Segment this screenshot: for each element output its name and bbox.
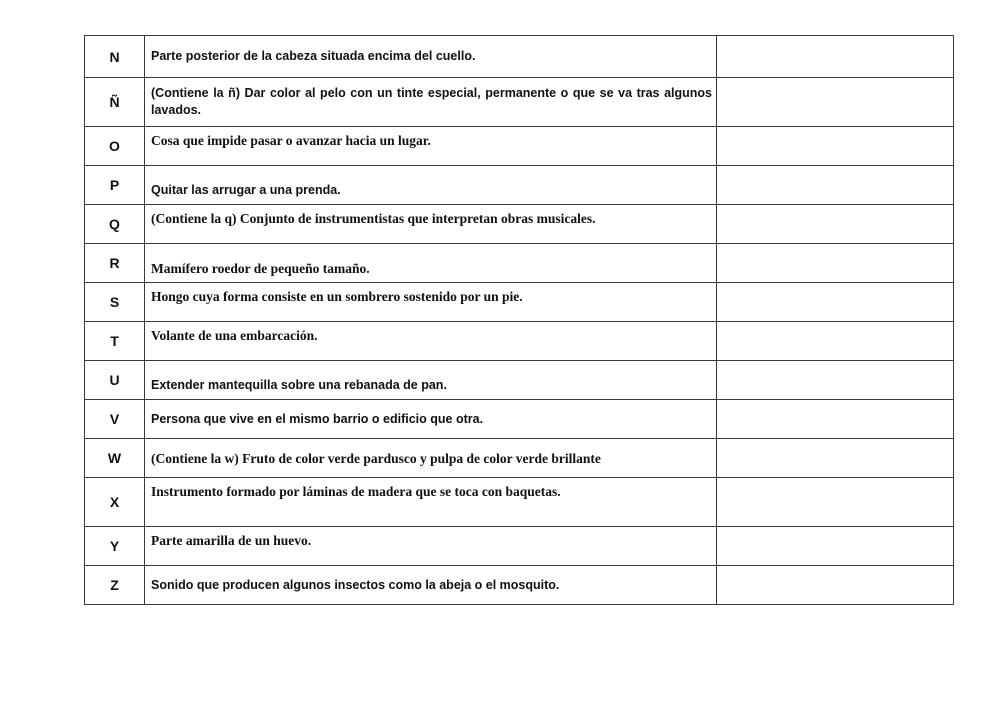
answer-cell[interactable]: [717, 478, 954, 527]
answer-input[interactable]: [717, 294, 953, 311]
table-row: [85, 527, 954, 566]
answer-cell[interactable]: [717, 127, 954, 166]
answer-cell[interactable]: [717, 439, 954, 478]
answer-cell[interactable]: [717, 322, 954, 361]
definitions-table: [84, 35, 954, 605]
table-row: [85, 244, 954, 283]
letter-cell: R: [85, 244, 145, 283]
definition-cell: Volante de una embarcación.: [145, 322, 717, 361]
answer-input[interactable]: [717, 255, 953, 272]
table-row: [85, 361, 954, 400]
letter-cell: Q: [85, 205, 145, 244]
answer-input[interactable]: [717, 494, 953, 511]
answer-input[interactable]: [717, 177, 953, 194]
letter-cell: Y: [85, 527, 145, 566]
letter-cell: T: [85, 322, 145, 361]
answer-cell[interactable]: [717, 527, 954, 566]
answer-cell[interactable]: [717, 361, 954, 400]
definition-cell: Mamífero roedor de pequeño tamaño.: [145, 244, 717, 283]
answer-input[interactable]: [717, 538, 953, 555]
definition-cell: Parte posterior de la cabeza situada encima del cuello.: [145, 36, 717, 78]
table-row: [85, 166, 954, 205]
table-row: [85, 400, 954, 439]
answer-cell[interactable]: [717, 400, 954, 439]
letter-cell: U: [85, 361, 145, 400]
letter-cell: X: [85, 478, 145, 527]
answer-cell[interactable]: [717, 283, 954, 322]
definition-cell: Hongo cuya forma consiste en un sombrero sostenido por un pie.: [145, 283, 717, 322]
table-row: [85, 36, 954, 78]
definition-cell: (Contiene la ñ) Dar color al pelo con un tinte especial, permanente o que se va tras algunos lavados.: [145, 78, 717, 127]
answer-input[interactable]: [717, 450, 953, 467]
letter-cell: Z: [85, 566, 145, 605]
letter-cell: P: [85, 166, 145, 205]
letter-cell: V: [85, 400, 145, 439]
table-row: [85, 283, 954, 322]
answer-cell[interactable]: [717, 205, 954, 244]
answer-cell[interactable]: [717, 166, 954, 205]
letter-cell: O: [85, 127, 145, 166]
answer-cell[interactable]: [717, 566, 954, 605]
definition-cell: Persona que vive en el mismo barrio o edificio que otra.: [145, 400, 717, 439]
table-row: [85, 205, 954, 244]
table-row: [85, 439, 954, 478]
answer-input[interactable]: [717, 577, 953, 594]
table-row: [85, 566, 954, 605]
letter-cell: Ñ: [85, 78, 145, 127]
definition-cell: Instrumento formado por láminas de madera que se toca con baquetas.: [145, 478, 717, 527]
letter-cell: W: [85, 439, 145, 478]
answer-cell[interactable]: [717, 244, 954, 283]
answer-input[interactable]: [717, 411, 953, 428]
definition-cell: Parte amarilla de un huevo.: [145, 527, 717, 566]
table-row: [85, 322, 954, 361]
answer-input[interactable]: [717, 333, 953, 350]
answer-input[interactable]: [717, 48, 953, 65]
letter-cell: S: [85, 283, 145, 322]
answer-input[interactable]: [717, 94, 953, 111]
definition-cell: (Contiene la w) Fruto de color verde pardusco y pulpa de color verde brillante: [145, 439, 717, 478]
answer-input[interactable]: [717, 372, 953, 389]
definition-cell: (Contiene la q) Conjunto de instrumentistas que interpretan obras musicales.: [145, 205, 717, 244]
table-row: [85, 478, 954, 527]
table-row: [85, 127, 954, 166]
definition-cell: Quitar las arrugar a una prenda.: [145, 166, 717, 205]
definition-cell: Cosa que impide pasar o avanzar hacia un lugar.: [145, 127, 717, 166]
definition-cell: Sonido que producen algunos insectos como la abeja o el mosquito.: [145, 566, 717, 605]
answer-input[interactable]: [717, 138, 953, 155]
table-row: [85, 78, 954, 127]
letter-cell: N: [85, 36, 145, 78]
answer-input[interactable]: [717, 216, 953, 233]
answer-cell[interactable]: [717, 36, 954, 78]
answer-cell[interactable]: [717, 78, 954, 127]
definition-cell: Extender mantequilla sobre una rebanada de pan.: [145, 361, 717, 400]
